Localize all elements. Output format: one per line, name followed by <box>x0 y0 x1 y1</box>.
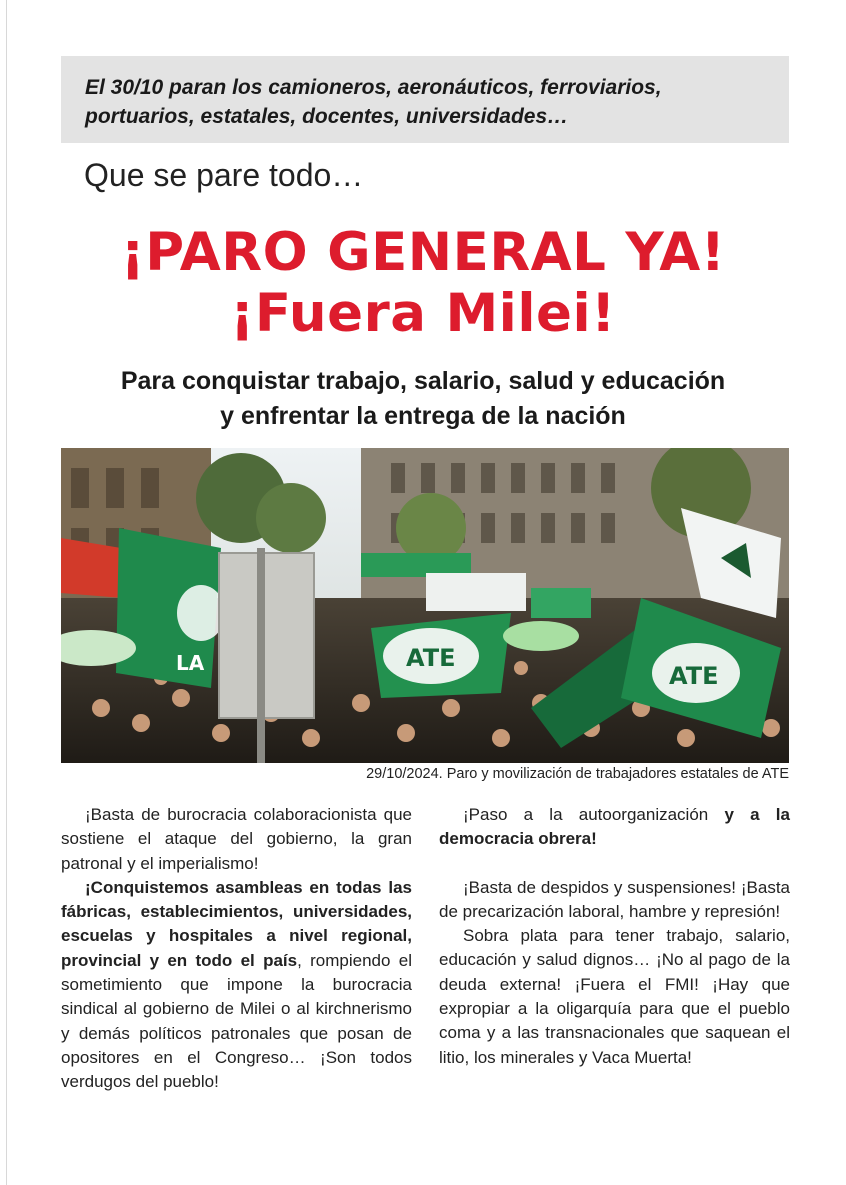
red-ate-flag <box>61 538 123 598</box>
subhead-line-1: Para conquistar trabajo, salario, salud y educación <box>120 367 726 395</box>
left-paragraph-2 <box>61 876 412 1095</box>
paragraph-spacer <box>439 852 790 876</box>
right-column <box>439 803 790 1070</box>
right-paragraph-1 <box>439 803 790 852</box>
right-paragraph-1-bold: y a la democracia obrera! <box>439 805 790 849</box>
ate-flag-center-text: ATE <box>406 644 456 672</box>
right-paragraph-3: Sobra plata para tener trabajo, salario, educación y salud dignos… ¡No al pago de la deuda externa! ¡Fuera el FMI! ¡Hay que expropiar a la oligarquía para que el pueblo coma y a las transnacionales que saquean el litio, los minerales y Vaca Muerta! <box>439 926 790 1067</box>
strike-banner <box>61 56 789 143</box>
left-paragraph-1: ¡Basta de burocracia colaboracionista que sostiene el ataque del gobierno, la gran patronal y el imperialismo! <box>61 805 412 873</box>
headline-paro-general: ¡PARO GENERAL YA! <box>120 222 726 283</box>
kicker-text: Que se pare todo… <box>84 157 364 193</box>
right-paragraph-1-plain: ¡Paso a la autoorganización <box>463 805 725 824</box>
left-paragraph-2-bold: ¡Conquistemos asambleas en todas las fábricas, establecimientos, universidades, escuelas y hospitales a nivel regional, provincial y en todo el país <box>61 877 412 970</box>
umbrella-center <box>503 621 579 651</box>
page-edge-rule <box>6 0 7 1185</box>
left-paragraph-2-rest: , rompiendo el sometimiento que impone la burocracia sindical al gobierno de Milei o al kirchnerismo y demás políticos patronales que posan de opositores en el Congreso… ¡Son todos verdugos del pueblo! <box>61 950 412 1092</box>
ate-flag-right-text: ATE <box>669 662 719 690</box>
street-sign <box>219 553 314 718</box>
banner-sign-text: LA <box>176 651 205 675</box>
left-column <box>61 803 412 1095</box>
right-paragraph-2: ¡Basta de despidos y suspensiones! ¡Basta de precarización laboral, hambre y represión! <box>439 877 790 921</box>
subheadline <box>0 364 846 434</box>
banner-line-1: El 30/10 paran los camioneros, aeronáuticos, ferroviarios, <box>85 76 662 99</box>
banner-line-2: portuarios, estatales, docentes, universidades… <box>85 105 569 128</box>
protest-photo <box>61 448 789 763</box>
photo-caption: 29/10/2024. Paro y movilización de trabajadores estatales de ATE <box>366 766 789 782</box>
headline-fuera-milei: ¡Fuera Milei! <box>230 283 616 344</box>
subhead-line-2: y enfrentar la entrega de la nación <box>220 402 626 430</box>
protest-photo-illustration <box>61 448 789 763</box>
